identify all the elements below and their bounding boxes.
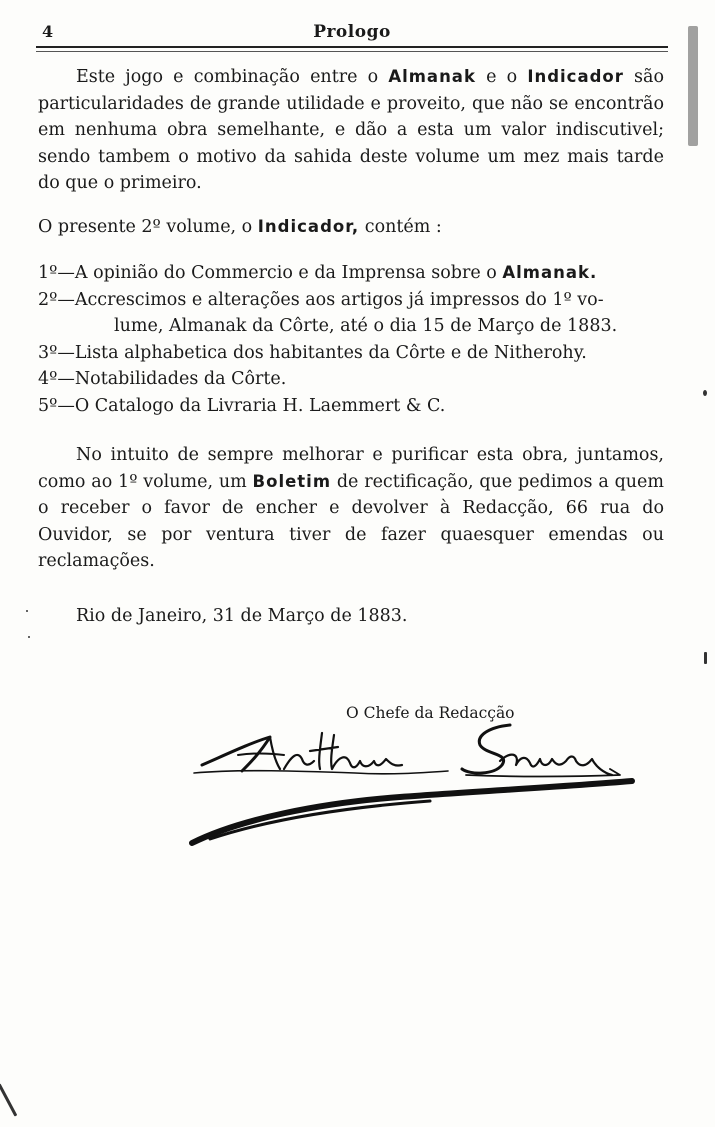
paragraph-text: Este jogo e combinação entre o <box>76 67 389 87</box>
list-item <box>38 260 664 287</box>
list-item-continuation: lume, Almanak da Côrte, até o dia 15 de Março de 1883. <box>114 316 618 336</box>
contents-list <box>38 260 664 419</box>
paragraph-text: e o <box>475 67 528 87</box>
paper-speck <box>26 610 28 612</box>
paper-speck <box>28 636 30 638</box>
dateline: Rio de Janeiro, 31 de Março de 1883. <box>76 606 408 626</box>
list-item-text: 1º—A opinião do Commercio e da Imprensa sobre o <box>38 263 503 283</box>
term-almanak: Almanak <box>388 67 476 86</box>
running-title: Prologo <box>313 22 391 42</box>
list-item: 4º—Notabilidades da Côrte. <box>38 369 287 389</box>
list-item <box>38 287 664 340</box>
paper-speck <box>0 1083 17 1116</box>
closing-title: O Chefe da Redacção <box>346 704 515 722</box>
paragraph-intro <box>38 64 664 197</box>
paragraph-text: No intuito de sempre melhorar e purificar esta obra, juntamos, como ao 1º volume, um <box>38 445 664 492</box>
list-item: 3º—Lista alphabetica dos habitantes da Côrte e de Nitherohy. <box>38 342 587 363</box>
paragraph-text: contém : <box>359 217 442 237</box>
term-indicador: Indicador, <box>257 217 360 236</box>
paper-speck <box>704 652 707 664</box>
paragraph-text: são particularidades de grande utilidade e proveito, que não se encontrão em nenhuma obra semelhante, e dão a esta um valor indiscutivel; sendo tambem o motivo da sahida deste volume um mez mais tarde do que o primeiro. <box>38 67 664 193</box>
paper-speck <box>688 26 698 146</box>
header-rule <box>36 46 668 48</box>
page-header <box>36 20 668 42</box>
term-boletim: Boletim <box>252 471 332 491</box>
term-indicador: Indicador <box>527 67 624 86</box>
term-almanak: Almanak. <box>502 263 598 282</box>
paragraph-text: O presente 2º volume, o <box>38 217 258 237</box>
paper-speck <box>703 390 707 396</box>
list-item: 5º—O Catalogo da Livraria H. Laemmert & C. <box>38 395 446 416</box>
header-rule-thin <box>36 51 668 52</box>
list-item-text: 2º—Accrescimos e alterações aos artigos já impressos do 1º vo- <box>38 289 604 310</box>
page-number: 4 <box>42 22 54 41</box>
paragraph-boletim <box>38 442 664 575</box>
paragraph-text: de rectificação, que pedimos a quem o receber o favor de encher e devolver à Redacção, 66 rua do Ouvidor, se por ventura tiver de fazer quaesquer emendas ou reclamações. <box>38 471 665 571</box>
handwritten-signature <box>180 715 660 855</box>
paragraph-contents-intro <box>38 214 664 241</box>
